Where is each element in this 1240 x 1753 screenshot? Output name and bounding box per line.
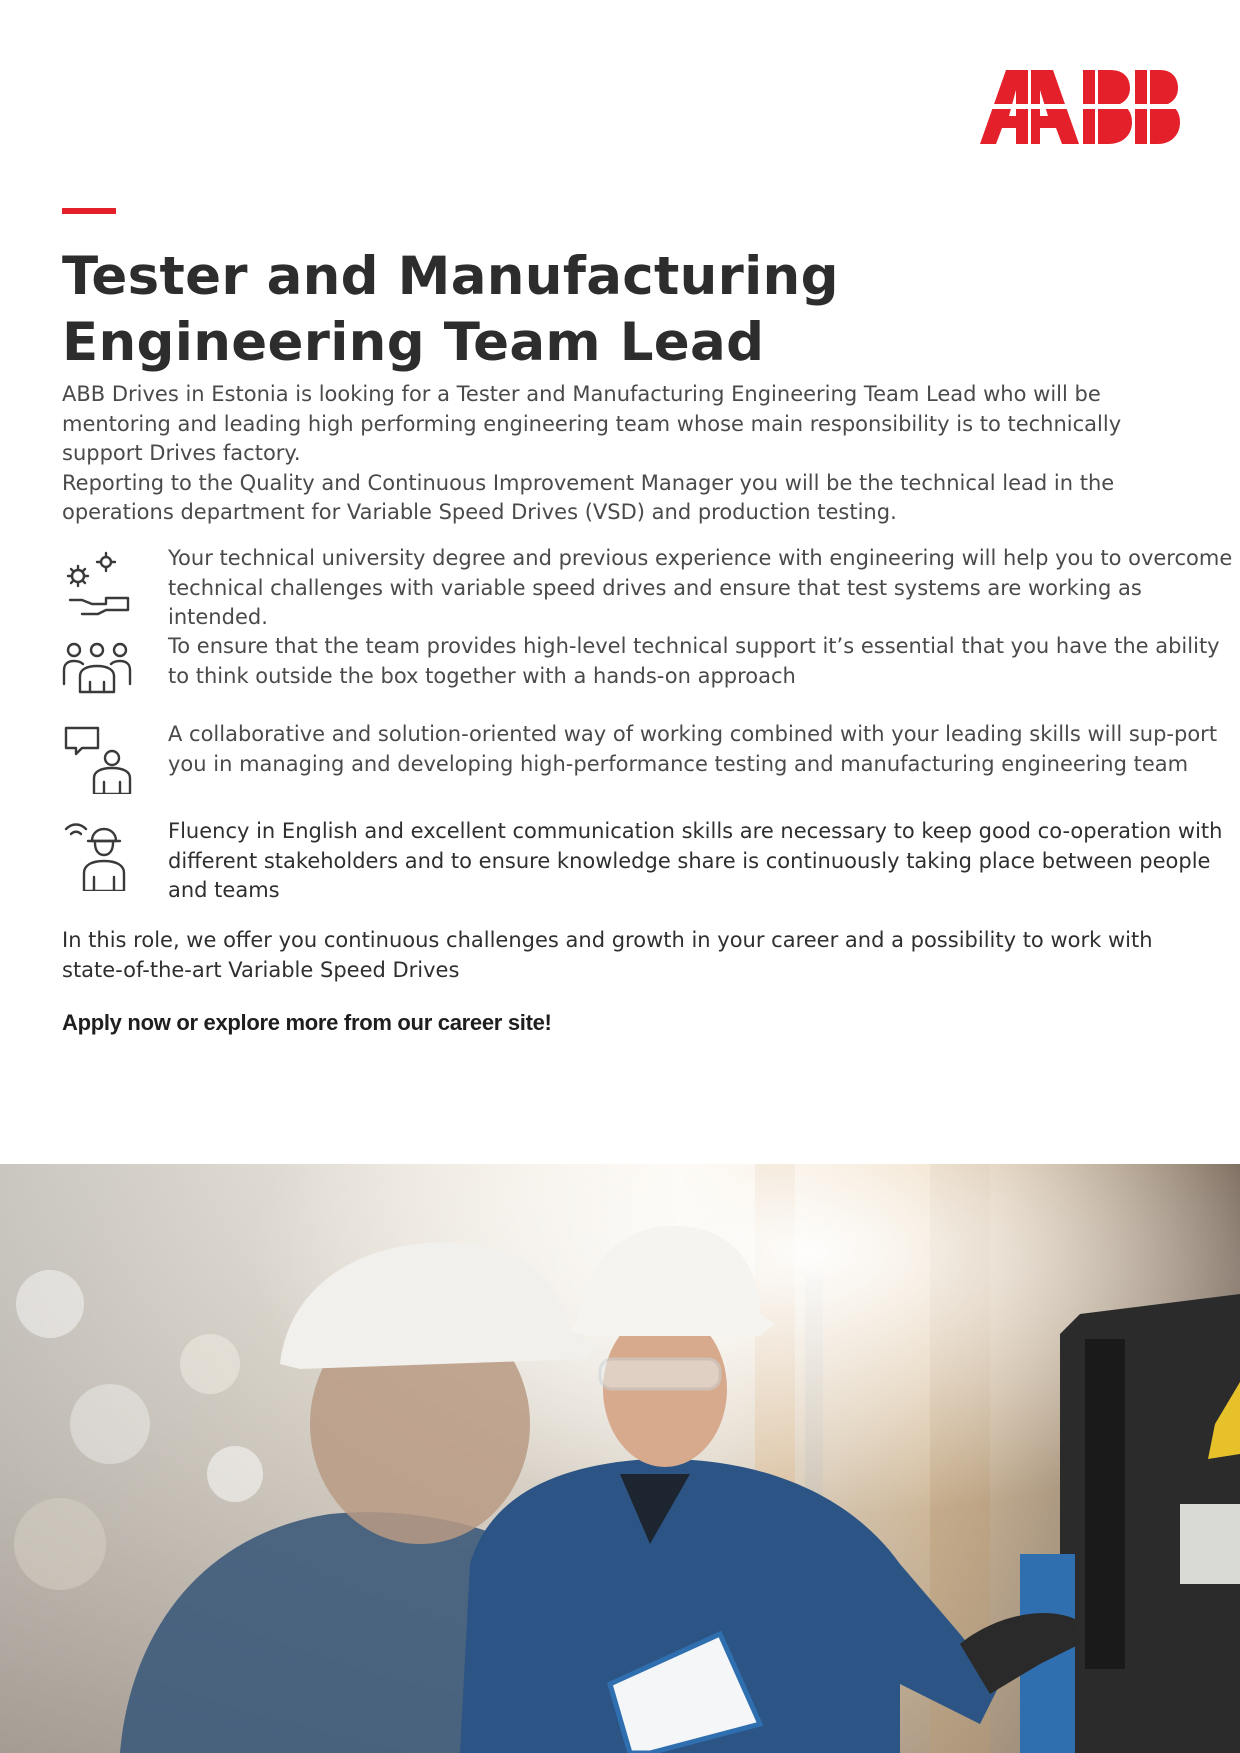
intro-paragraph: ABB Drives in Estonia is looking for a Tester and Manufacturing Engineering Team Lead who will be mentoring and leading high performing engineering team whose main responsibility is to technically support Drives factory. [62, 382, 1122, 465]
offer-text: In this role, we offer you continuous challenges and growth in your career and a possibility to work with state-of-the-art Variable Speed Drives [62, 928, 1153, 982]
apply-cta[interactable]: Apply now or explore more from our career site! [62, 1010, 552, 1035]
feature-text: Fluency in English and excellent communication skills are necessary to keep good co-operation with different stakeholders and to ensure knowledge share is continuously taking place between people and teams [168, 819, 1223, 902]
factory-workers-photo [0, 1164, 1240, 1753]
chat-person-icon [62, 724, 132, 794]
abb-logo [980, 70, 1180, 144]
gears-hand-icon [62, 548, 132, 618]
worker-signal-icon [62, 821, 132, 891]
intro-section [62, 380, 1182, 528]
feature-text: Your technical university degree and previous experience with engineering will help you to overcome technical challenges with variable speed drives and ensure that test systems are working as intended. [168, 546, 1233, 629]
intro-paragraph: Reporting to the Quality and Continuous Improvement Manager you will be the technical lead in the operations department for Variable Speed Drives (VSD) and production testing. [62, 470, 1115, 524]
feature-text: To ensure that the team provides high-level technical support it’s essential that you have the ability to think outside the box together with a hands-on approach [168, 634, 1220, 688]
page-title: Tester and Manufacturing Engineering Team Lead [62, 246, 839, 373]
feature-text: A collaborative and solution-oriented way of working combined with your leading skills will sup-port you in managing and developing high-performance testing and manufacturing engineering team [168, 722, 1218, 776]
team-icon [62, 636, 132, 706]
accent-bar [62, 208, 116, 214]
